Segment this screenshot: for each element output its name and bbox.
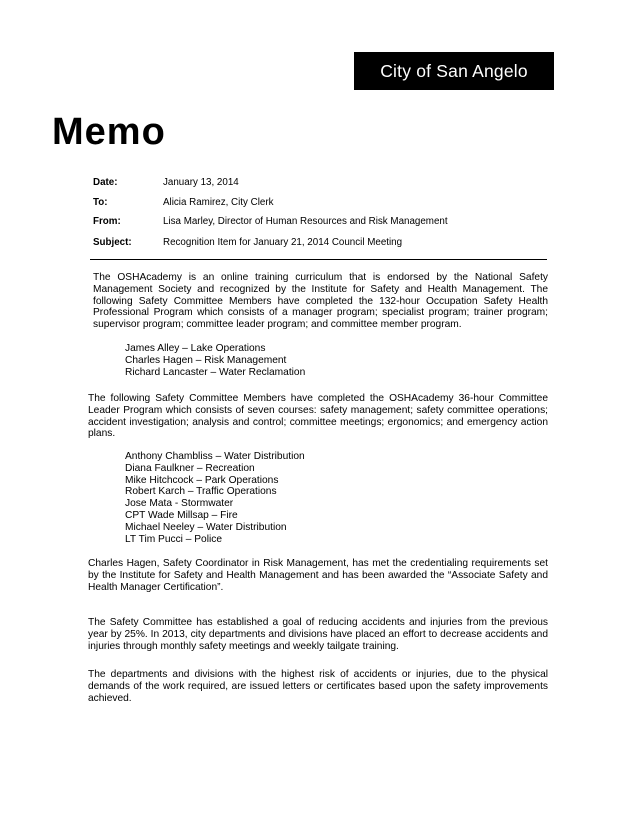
date-label: Date: [93, 177, 118, 188]
list-item: Mike Hitchcock – Park Operations [125, 474, 279, 486]
list-item: James Alley – Lake Operations [125, 343, 266, 354]
committee-leaders-list [125, 451, 305, 545]
body-paragraph-5: The departments and divisions with the highest risk of accidents or injuries, due to the physical demands of the work required, are issued letters or certificates based upon the safety improvements achieved. [88, 669, 548, 704]
body-paragraph-4: The Safety Committee has established a goal of reducing accidents and injuries from the previous year by 25%. In 2013, city departments and divisions have placed an effort to decrease accidents and injuries through monthly safety meetings and weekly tailgate training. [88, 617, 548, 652]
list-item: Diana Faulkner – Recreation [125, 462, 255, 474]
header-divider [90, 259, 547, 260]
to-label: To: [93, 197, 108, 208]
list-item: CPT Wade Millsap – Fire [125, 509, 238, 521]
list-item: LT Tim Pucci – Police [125, 533, 223, 545]
from-value: Lisa Marley, Director of Human Resources and Risk Management [163, 216, 448, 227]
body-paragraph-1: The OSHAcademy is an online training curriculum that is endorsed by the National Safety Management Society and recognized by the Institute for Safety and Health Management. The following Safety Committee Members have completed the 132-hour Occupation Safety Health Professional Program which consists of a manager program; specialist program; trainer program; supervisor program; committee leader program; and committee member program. [93, 272, 548, 331]
list-item: Richard Lancaster – Water Reclamation [125, 366, 306, 378]
body-paragraph-2: The following Safety Committee Members have completed the OSHAcademy 36-hour Committee Leader Program which consists of seven courses: safety management; safety committee operations; accident investigation; analysis and control; committee meetings; ergonomics; and emergency action plans. [88, 393, 548, 440]
list-item: Robert Karch – Traffic Operations [125, 486, 277, 498]
to-value: Alicia Ramirez, City Clerk [163, 197, 274, 208]
list-item: Anthony Chambliss – Water Distribution [125, 451, 305, 462]
body-paragraph-3: Charles Hagen, Safety Coordinator in Risk Management, has met the credentialing requirements set by the Institute for Safety and Health Management and has been awarded the “Associate Safety and Health Manager Certification”. [88, 558, 548, 593]
subject-label: Subject: [93, 237, 132, 248]
program-graduates-list [125, 343, 305, 378]
from-label: From: [93, 216, 121, 227]
list-item: Michael Neeley – Water Distribution [125, 521, 287, 533]
organization-banner: City of San Angelo [354, 52, 554, 90]
list-item: Charles Hagen – Risk Management [125, 354, 287, 366]
memo-title: Memo [52, 111, 166, 153]
list-item: Jose Mata - Stormwater [125, 498, 234, 510]
subject-value: Recognition Item for January 21, 2014 Council Meeting [163, 237, 403, 248]
date-value: January 13, 2014 [163, 177, 239, 188]
